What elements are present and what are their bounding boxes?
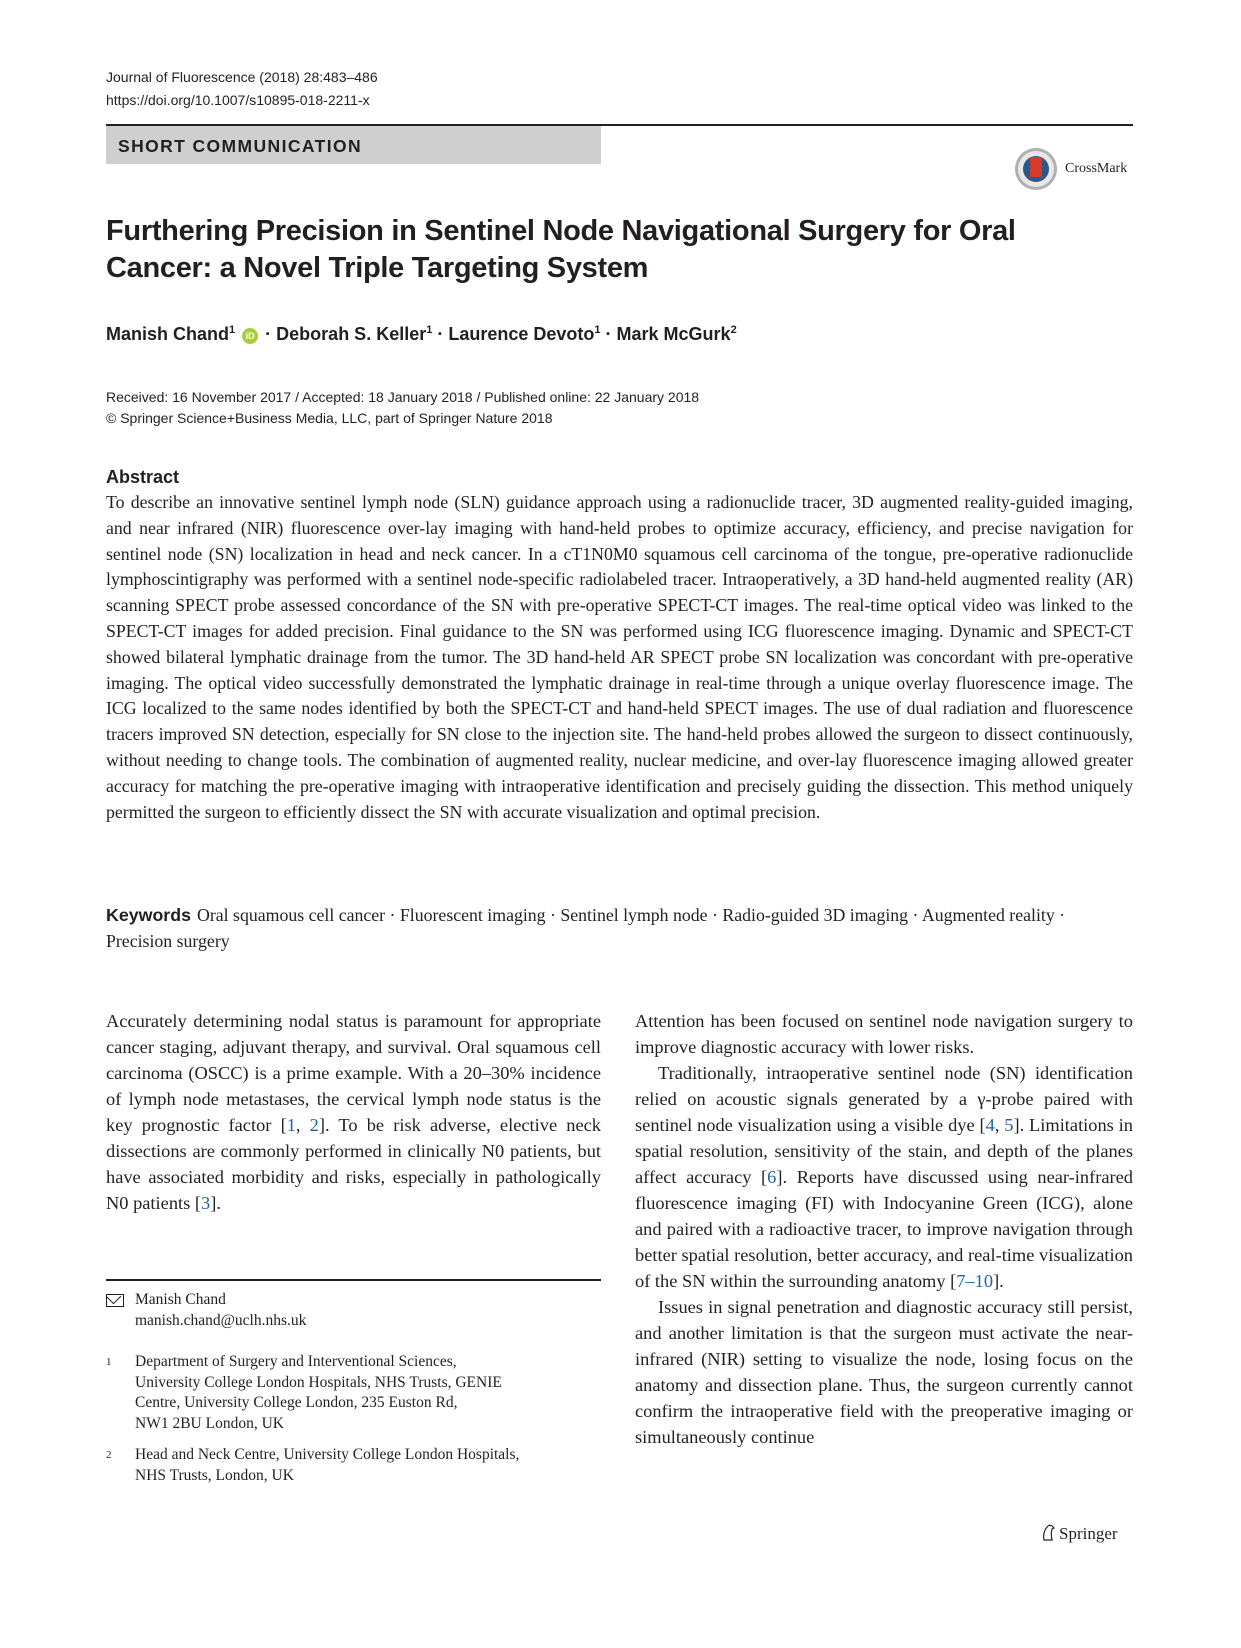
publisher-logo bbox=[1041, 1524, 1118, 1544]
author-name[interactable]: Manish Chand bbox=[106, 324, 230, 344]
citation-link[interactable]: 5 bbox=[1004, 1115, 1014, 1135]
paragraph-text: ]. bbox=[993, 1271, 1004, 1291]
citation-link[interactable]: 7–10 bbox=[956, 1271, 994, 1291]
contact-info bbox=[135, 1290, 595, 1331]
affiliation-number: 2 bbox=[106, 1449, 112, 1461]
section-label: SHORT COMMUNICATION bbox=[118, 136, 363, 156]
keywords-block bbox=[106, 903, 1133, 955]
keywords-list: Oral squamous cell cancer · Fluorescent imaging · Sentinel lymph node · Radio-guided 3D imaging · Augmented reality · Precision surgery bbox=[106, 905, 1066, 951]
abstract-text: To describe an innovative sentinel lymph node (SLN) guidance approach using a radionuclide tracer, 3D augmented reality-guided imaging, and near infrared (NIR) fluorescence over-lay imaging with hand-held probes to optimize accuracy, efficiency, and precise navigation for sentinel node (SN) localization in head and neck cancer. In a cT1N0M0 squamous cell carcinoma of the tongue, pre-operative radionuclide lymphoscintigraphy was performed with a sentinel node-specific radiolabeled tracer. Intraoperatively, a 3D hand-held augmented reality (AR) scanning SPECT probe assessed concordance of the SN with pre-operative SPECT-CT images. The real-time optical video was linked to the SPECT-CT images for added precision. Final guidance to the SN was performed using ICG fluorescence imaging. Dynamic and SPECT-CT showed bilateral lymphatic drainage from the tumor. The 3D hand-held AR SPECT probe SN localization was concordant with pre-operative imaging. The optical video successfully demonstrated the lymphatic drainage in real-time through a unique overlay fluorescence image. The ICG localized to the same nodes identified by both the SPECT-CT and hand-held SPECT images. The use of dual radiation and fluorescence tracers improved SN detection, especially for SN close to the injection site. The hand-held probes allowed the surgeon to dissect continuously, without needing to change tools. The combination of augmented reality, nuclear medicine, and over-lay fluorescence imaging allowed greater accuracy for matching the pre-operative imaging with intraoperative identification and precisely guiding the dissection. This method uniquely permitted the surgeon to efficiently dissect the SN with accurate visualization and optimal precision. bbox=[106, 492, 1133, 822]
citation-link[interactable]: 6 bbox=[767, 1167, 777, 1187]
paragraph-text: Accurately determining nodal status is paramount for appropriate cancer staging, adjuvant therapy, and survival. Oral squamous cell carcinoma (OSCC) is a prime example. With a 20–30% incidence of lymph node metastases, the cervical lymph node status is the key prognostic factor [ bbox=[106, 1011, 601, 1135]
body-column-right bbox=[635, 1008, 1133, 1450]
affiliation-line: NW1 2BU London, UK bbox=[135, 1414, 284, 1432]
publication-dates bbox=[106, 387, 699, 429]
journal-doi[interactable]: https://doi.org/10.1007/s10895-018-2211-x bbox=[106, 92, 370, 108]
citation-separator: , bbox=[994, 1115, 1005, 1135]
affiliation-line: University College London Hospitals, NHS Trusts, GENIE bbox=[135, 1373, 502, 1391]
journal-citation: Journal of Fluorescence (2018) 28:483–486 bbox=[106, 69, 378, 85]
springer-horse-icon bbox=[1041, 1524, 1055, 1541]
affiliation bbox=[106, 1445, 601, 1489]
keywords-label: Keywords bbox=[106, 905, 191, 925]
body-paragraph: Issues in signal penetration and diagnostic accuracy still persist, and another limitation is that the surgeon must activate the near-infrared (NIR) setting to visualize the node, losing focus on the anatomy and dissection plane. Thus, the surgeon currently cannot confirm the intraoperative field with the preoperative imaging or simultaneously continue bbox=[635, 1297, 1133, 1447]
affiliation-number: 1 bbox=[106, 1356, 112, 1368]
article-title bbox=[106, 213, 1106, 287]
author-name[interactable]: Deborah S. Keller bbox=[276, 324, 427, 344]
affiliation-text bbox=[135, 1352, 595, 1434]
affiliation-line: Centre, University College London, 235 Euston Rd, bbox=[135, 1394, 458, 1411]
citation-link[interactable]: 2 bbox=[309, 1115, 319, 1135]
title-line-1: Furthering Precision in Sentinel Node Navigational Surgery for Oral bbox=[106, 215, 1016, 247]
affiliation-text bbox=[135, 1445, 595, 1486]
author-separator: · bbox=[600, 324, 617, 344]
section-band bbox=[106, 126, 601, 164]
author-name[interactable]: Mark McGurk bbox=[616, 324, 731, 344]
body-paragraph: Attention has been focused on sentinel node navigation surgery to improve diagnostic accuracy with lower risks. bbox=[635, 1011, 1133, 1057]
author-separator: · bbox=[432, 324, 449, 344]
abstract-heading: Abstract bbox=[106, 467, 180, 487]
envelope-icon bbox=[106, 1294, 124, 1307]
crossmark-badge[interactable] bbox=[1015, 148, 1137, 196]
author-affiliation-mark: 1 bbox=[426, 324, 433, 336]
body-paragraph bbox=[635, 1060, 1133, 1294]
crossmark-icon bbox=[1015, 148, 1057, 190]
author-name[interactable]: Laurence Devoto bbox=[448, 324, 595, 344]
title-line-2: Cancer: a Novel Triple Targeting System bbox=[106, 252, 649, 284]
citation-link[interactable]: 3 bbox=[201, 1193, 211, 1213]
citation-separator: , bbox=[295, 1115, 310, 1135]
paragraph-text: Traditionally, intraoperative sentinel node (SN) identification relied on acoustic signals generated by a γ-probe paired with sentinel node visualization using a visible dye [ bbox=[635, 1063, 1133, 1135]
author-affiliation-mark: 2 bbox=[730, 324, 737, 336]
paragraph-text: ]. To be risk adverse, elective neck dissections are commonly performed in clinically N0 patients, but have associated morbidity and risks, especially in pathologically N0 patients [ bbox=[106, 1115, 601, 1213]
paragraph-text: ]. Reports have discussed using near-infrared fluorescence imaging (FI) with Indocyanine Green (ICG), alone and paired with a radioactive tracer, to improve navigation through better spatial resolution, better accuracy, and real-time visualization of the SN within the surrounding anatomy [ bbox=[635, 1167, 1133, 1291]
footnote-rule bbox=[106, 1279, 601, 1281]
author-separator: · bbox=[265, 324, 277, 344]
author-affiliation-mark: 1 bbox=[229, 324, 236, 336]
affiliation-line: Head and Neck Centre, University College London Hospitals, bbox=[135, 1446, 520, 1463]
body-column-left bbox=[106, 1008, 601, 1216]
affiliation-line: NHS Trusts, London, UK bbox=[135, 1466, 294, 1484]
journal-header bbox=[106, 66, 378, 112]
affiliation bbox=[106, 1352, 601, 1436]
citation-link[interactable]: 4 bbox=[985, 1115, 995, 1135]
crossmark-label: CrossMark bbox=[1065, 161, 1128, 176]
paragraph-text: ]. Limitations in spatial resolution, sensitivity of the stain, and depth of the planes affect accuracy [ bbox=[635, 1115, 1133, 1187]
paragraph-text: ]. bbox=[210, 1193, 221, 1213]
contact-name: Manish Chand bbox=[135, 1291, 226, 1308]
history-dates: Received: 16 November 2017 / Accepted: 18 January 2018 / Published online: 22 January 2018 bbox=[106, 389, 700, 405]
contact-email[interactable]: manish.chand@uclh.nhs.uk bbox=[135, 1311, 307, 1329]
citation-link[interactable]: 1 bbox=[286, 1115, 296, 1135]
author-affiliation-mark: 1 bbox=[594, 324, 601, 336]
publisher-name: Springer bbox=[1059, 1524, 1118, 1543]
affiliation-line: Department of Surgery and Interventional Sciences, bbox=[135, 1353, 457, 1370]
orcid-icon[interactable]: iD bbox=[242, 328, 258, 344]
copyright-notice: © Springer Science+Business Media, LLC, part of Springer Nature 2018 bbox=[106, 410, 553, 426]
author-list bbox=[106, 324, 737, 345]
body-paragraph bbox=[106, 1008, 601, 1216]
